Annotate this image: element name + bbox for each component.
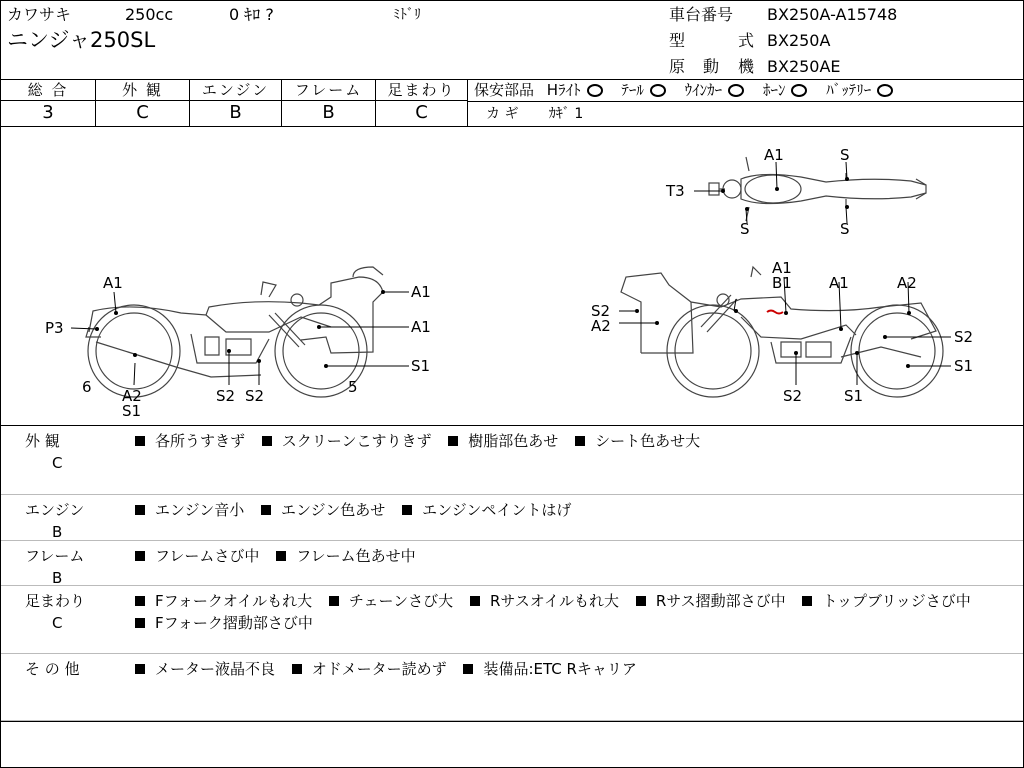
bullet-square-icon: [448, 436, 458, 446]
bullet-square-icon: [470, 596, 480, 606]
remark-text: Fフォークオイルもれ大 チェーンさび大 Rサスオイルもれ大 Rサス摺動部さび中 トップブリッジさび中 Fフォーク摺動部さび中: [135, 590, 1007, 634]
remark-text: 各所うすきず スクリーンこすりきず 樹脂部色あせ シート色あせ大: [135, 430, 1007, 452]
ok-circle-icon: [587, 84, 603, 97]
safety-item: ﾊﾞｯﾃﾘｰ: [826, 81, 872, 99]
footer-divider: [1, 721, 1023, 722]
engine-value: BX250AE: [767, 57, 841, 76]
diagram-label: S2: [954, 328, 974, 346]
bullet-square-icon: [135, 664, 145, 674]
bike-diagrams-svg: [1, 127, 1023, 425]
safety-item: Hﾗｲﾄ: [546, 81, 581, 99]
color: ﾐﾄﾞﾘ: [393, 7, 421, 23]
diagram-label: A2: [122, 387, 142, 405]
ok-circle-icon: [728, 84, 744, 97]
type-label-2: 式: [738, 31, 755, 50]
safety-item: ﾃｰﾙ: [621, 81, 644, 99]
diagram-label: S1: [954, 357, 974, 375]
bullet-square-icon: [262, 436, 272, 446]
ok-circle-icon: [791, 84, 807, 97]
bullet-square-icon: [575, 436, 585, 446]
remark-exterior: [1, 426, 1023, 495]
bullet-square-icon: [135, 436, 145, 446]
grade-suspension: 足まわり C: [376, 79, 468, 126]
diagram-label: S1: [411, 357, 431, 375]
bullet-square-icon: [636, 596, 646, 606]
engine-label-2: 動: [703, 57, 720, 76]
diagram-label: A2: [897, 274, 917, 292]
bullet-square-icon: [135, 618, 145, 628]
divider: [468, 101, 1023, 102]
diagram-label: A2: [591, 317, 611, 335]
remark-other: [1, 654, 1023, 721]
damage-diagram: [1, 127, 1023, 426]
diagram-label: 6: [82, 378, 92, 396]
diagram-label: S: [840, 146, 850, 164]
diagram-label: S: [740, 220, 750, 238]
grade-engine: エンジン B: [190, 79, 282, 126]
ok-circle-icon: [877, 84, 893, 97]
top-view-bike: [709, 157, 926, 221]
damage-mark-icon: [767, 311, 783, 314]
bullet-square-icon: [329, 596, 339, 606]
diagram-label: A1: [764, 146, 784, 164]
grade-overall: 総 合 3: [1, 79, 96, 126]
diagram-label: S2: [216, 387, 236, 405]
safety-item: ｳｲﾝｶｰ: [684, 81, 723, 99]
remark-category: 外 観 C: [25, 432, 63, 472]
diagram-label: A1: [103, 274, 123, 292]
engine-label-3: 機: [738, 57, 755, 76]
displacement: 250cc: [125, 5, 174, 24]
frame-no: BX250A-A15748: [767, 5, 898, 24]
type-value: BX250A: [767, 31, 831, 50]
diagram-label: A1: [772, 259, 792, 277]
diagram-label: S2: [783, 387, 803, 405]
safety-parts: [468, 79, 1023, 126]
remark-engine: [1, 495, 1023, 541]
bullet-square-icon: [135, 596, 145, 606]
grade-row: [1, 79, 1023, 127]
grade-exterior: 外 観 C: [96, 79, 190, 126]
bullet-square-icon: [135, 551, 145, 561]
key-row: [486, 104, 583, 124]
type-label-1: 型: [669, 31, 686, 50]
remark-suspension: [1, 586, 1023, 654]
remark-category: エンジン B: [25, 501, 85, 541]
grade-frame: フレーム B: [282, 79, 376, 126]
bullet-square-icon: [402, 505, 412, 515]
safety-row: [474, 80, 893, 100]
diagram-label: P3: [45, 319, 64, 337]
safety-title: 保安部品: [474, 81, 535, 99]
diagram-label: A1: [411, 283, 431, 301]
diagram-label: 5: [348, 378, 358, 396]
remark-category: フレーム B: [25, 547, 85, 587]
diagram-label: S1: [122, 402, 142, 420]
remark-text: メーター液晶不良 オドメーター読めず 装備品:ETC Rキャリア: [135, 658, 1007, 680]
bullet-square-icon: [463, 664, 473, 674]
diagram-label: S1: [844, 387, 864, 405]
safety-item: ﾎｰﾝ: [762, 81, 786, 99]
engine-label-1: 原: [669, 57, 686, 76]
remark-text: フレームさび中 フレーム色あせ中: [135, 545, 1007, 567]
diagram-label: B1: [772, 274, 792, 292]
maker: カワサキ: [7, 5, 72, 24]
diagram-label: S2: [591, 302, 611, 320]
diagram-label: S: [840, 220, 850, 238]
bullet-square-icon: [276, 551, 286, 561]
bullet-square-icon: [802, 596, 812, 606]
header: [1, 1, 1023, 80]
diagram-label: T3: [666, 182, 685, 200]
remark-category: 足まわり C: [25, 592, 86, 632]
key-label: カ ギ: [486, 106, 519, 122]
bullet-square-icon: [261, 505, 271, 515]
key-value: ｶｷﾞ 1: [548, 106, 584, 122]
odometer: 0 ｷﾛ ?: [229, 5, 274, 24]
remark-frame: [1, 541, 1023, 586]
model-name: ニンジャ250SL: [7, 28, 156, 52]
bullet-square-icon: [292, 664, 302, 674]
frame-no-label: 車台番号: [669, 5, 734, 24]
remark-category: そ の 他: [25, 660, 80, 678]
left-side-bike: [86, 267, 383, 397]
diagram-label: A1: [829, 274, 849, 292]
diagram-label: A1: [411, 318, 431, 336]
diagram-label: S2: [245, 387, 265, 405]
bullet-square-icon: [135, 505, 145, 515]
remark-text: エンジン音小 エンジン色あせ エンジンペイントはげ: [135, 499, 1007, 521]
ok-circle-icon: [650, 84, 666, 97]
leader-lines: [71, 162, 951, 385]
